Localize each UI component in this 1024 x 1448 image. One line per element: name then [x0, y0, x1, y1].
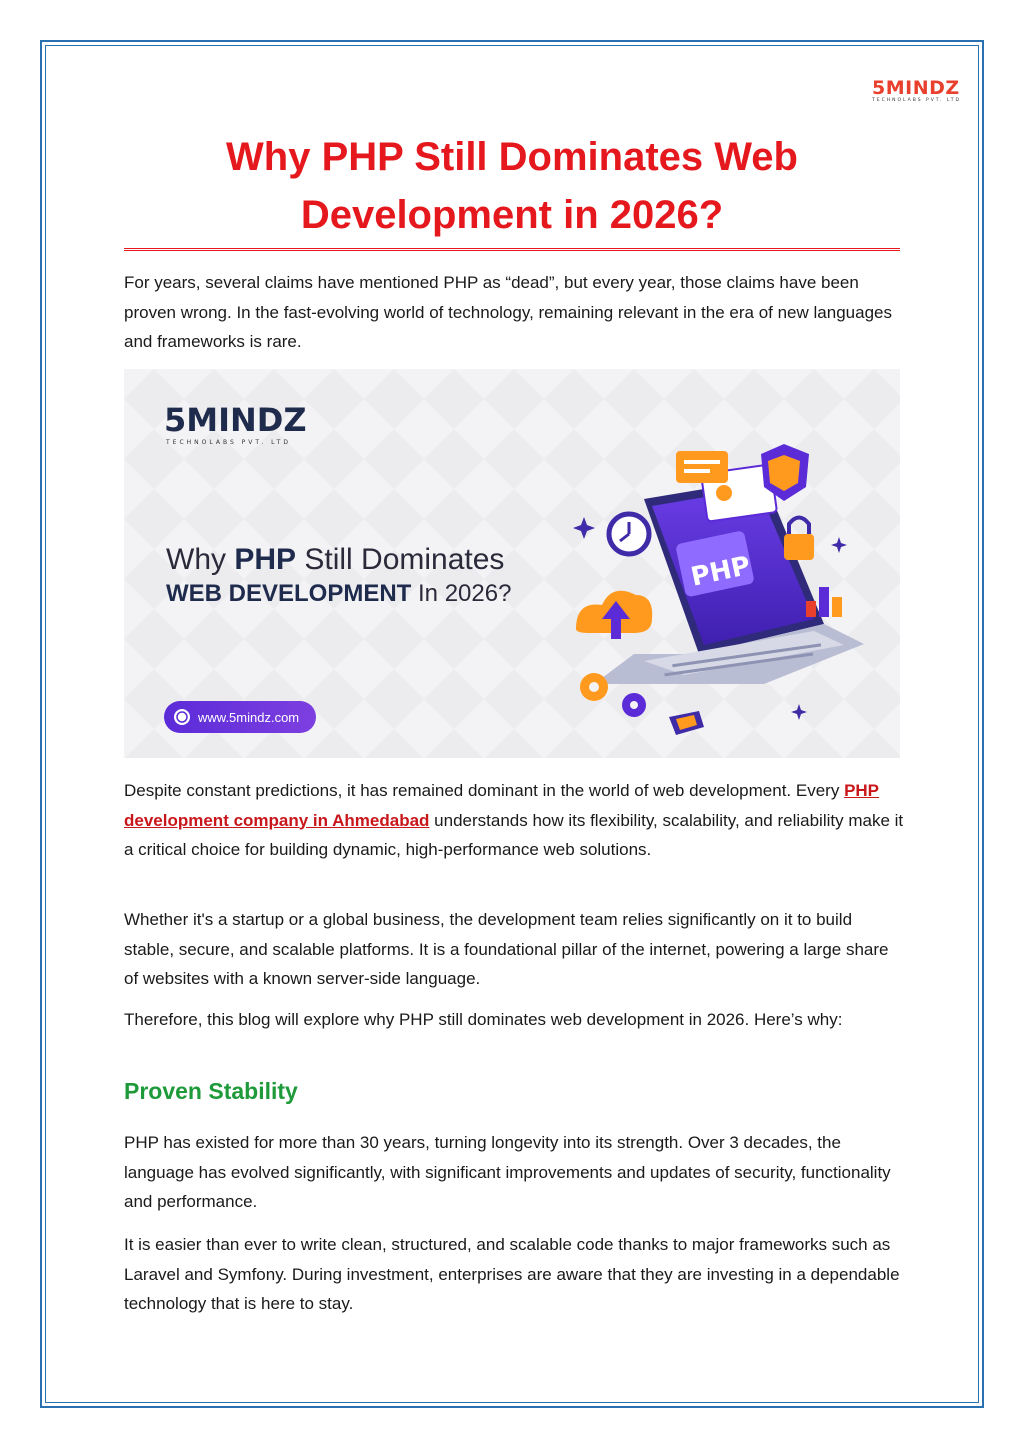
- hero-url-text: www.5mindz.com: [198, 710, 300, 725]
- php-company-link[interactable]: PHP development company in Ahmedabad: [124, 781, 880, 830]
- hero-heading-line2: WEB DEVELOPMENT In 2026?: [166, 580, 512, 607]
- chat-bubble-icon: [676, 451, 728, 483]
- title-divider: [124, 244, 900, 254]
- body-paragraph-4: PHP has existed for more than 30 years, turning longevity into its strength. Over 3 decades, the language has evolved significantly, with significant improvements and updates of security, functionality and performance.: [124, 1133, 891, 1211]
- hero-logo-text: 5MINDZ: [164, 401, 307, 439]
- body-p1-text-after: understands how its flexibility, scalability, and reliability make it a critical choice for building dynamic, high-performance web solutions.: [124, 810, 904, 859]
- hero-banner-image: [124, 369, 900, 758]
- body-paragraph-1: [124, 776, 904, 865]
- laptop-screen-php-text: PHP: [688, 550, 754, 593]
- lock-icon: [784, 534, 814, 560]
- intro-paragraph: For years, several claims have mentioned PHP as “dead”, but every year, those claims have been proven wrong. In the fast-evolving world of technology, remaining relevant in the era of new languages and frameworks is rare.: [124, 273, 892, 351]
- hero-logo: [164, 401, 307, 446]
- body-paragraph-5: It is easier than ever to write clean, structured, and scalable code thanks to major frameworks such as Laravel and Symfony. During investment, enterprises are aware that they are investing in a dependable technology that is here to stay.: [124, 1235, 900, 1313]
- hero-heading-line1: Why PHP Still Dominates: [166, 543, 505, 576]
- page-title: Why PHP Still Dominates Web Development in 2026?: [226, 135, 798, 237]
- body-paragraph-2: Whether it's a startup or a global business, the development team relies significantly on it to build stable, secure, and scalable platforms. It is a foundational pillar of the internet, powering a large share of websites with a known server-side language.: [124, 910, 889, 988]
- hero-logo-subtitle: TECHNOLABS PVT. LTD: [166, 439, 291, 446]
- logo-text: 5MINDZ: [872, 77, 960, 99]
- body-p1-text-before: Despite constant predictions, it has remained dominant in the world of web development. Every: [124, 781, 845, 800]
- body-paragraph-3: Therefore, this blog will explore why PHP still dominates web development in 2026. Here’s why:: [124, 1010, 843, 1029]
- hero-url-pill: [164, 701, 316, 733]
- header-logo: [872, 78, 964, 104]
- logo-subtitle: TECHNOLABS PVT. LTD: [872, 98, 961, 103]
- play-icon: [716, 485, 732, 501]
- section-heading-proven-stability: Proven Stability: [124, 1078, 298, 1104]
